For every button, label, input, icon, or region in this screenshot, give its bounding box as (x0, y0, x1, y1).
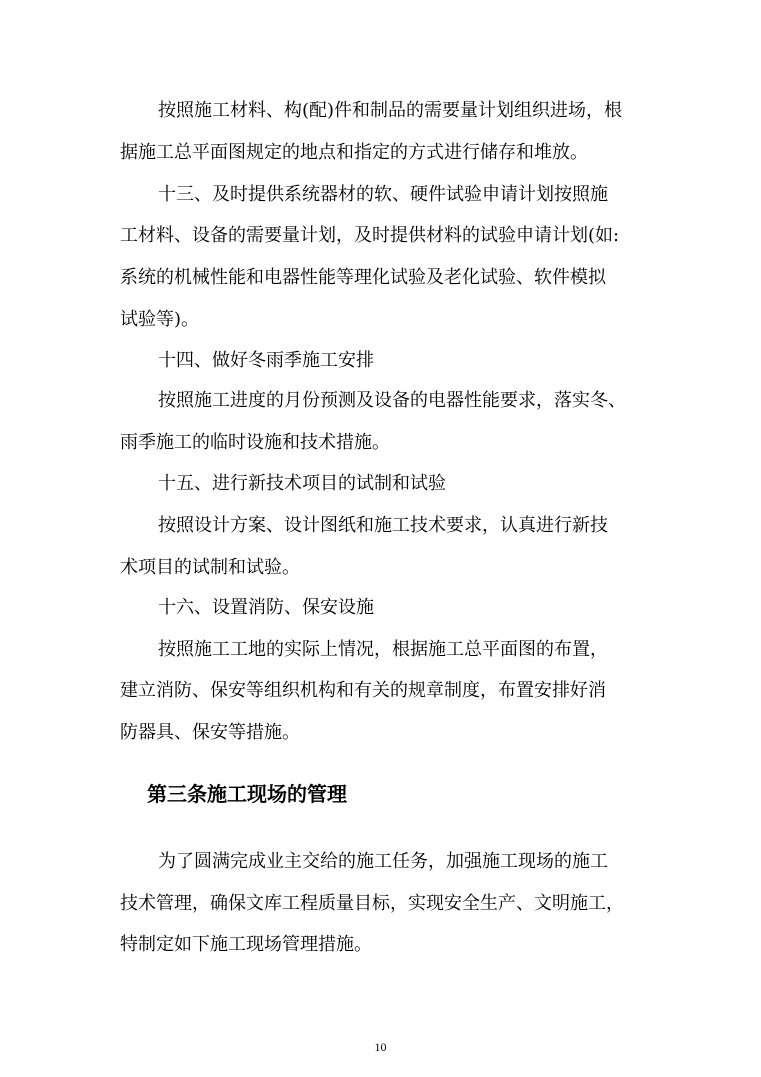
section-line: 十六、设置消防、保安设施 (158, 597, 374, 618)
text-line: 试验等)。 (120, 309, 200, 330)
text-line: 术项目的试制和试验。 (120, 557, 300, 578)
text-line: 技术管理，确保文库工程质量目标，实现安全生产、文明施工， (120, 893, 624, 914)
text-line: 雨季施工的临时设施和技术措施。 (120, 432, 390, 453)
text-line: 为了圆满完成业主交给的施工任务，加强施工现场的施工 (158, 851, 608, 872)
text-line: 按照设计方案、设计图纸和施工技术要求，认真进行新技 (158, 515, 608, 536)
text-line: 系统的机械性能和电器性能等理化试验及老化试验、软件模拟 (120, 267, 606, 288)
text-line: 按照施工工地的实际上情况，根据施工总平面图的布置， (158, 639, 608, 660)
text-line: 按照施工材料、构(配)件和制品的需要量计划组织进场，根 (158, 100, 623, 121)
text-line: 十三、及时提供系统器材的软、硬件试验申请计划按照施 (158, 184, 608, 205)
text-line: 建立消防、保安等组织机构和有关的规章制度，布置安排好消 (120, 680, 606, 701)
text-line: 按照施工进度的月份预测及设备的电器性能要求，落实冬、 (158, 390, 626, 411)
text-line: 特制定如下施工现场管理措施。 (120, 934, 372, 955)
text-line: 据施工总平面图规定的地点和指定的方式进行储存和堆放。 (120, 142, 588, 163)
section-heading: 第三条施工现场的管理 (147, 782, 347, 806)
section-line: 十四、做好冬雨季施工安排 (158, 350, 374, 371)
text-line: 工材料、设备的需要量计划，及时提供材料的试验申请计划(如: (120, 225, 620, 246)
text-line: 防器具、保安等措施。 (120, 722, 300, 743)
page-number: 10 (374, 1040, 387, 1054)
section-line: 十五、进行新技术项目的试制和试验 (158, 473, 446, 494)
